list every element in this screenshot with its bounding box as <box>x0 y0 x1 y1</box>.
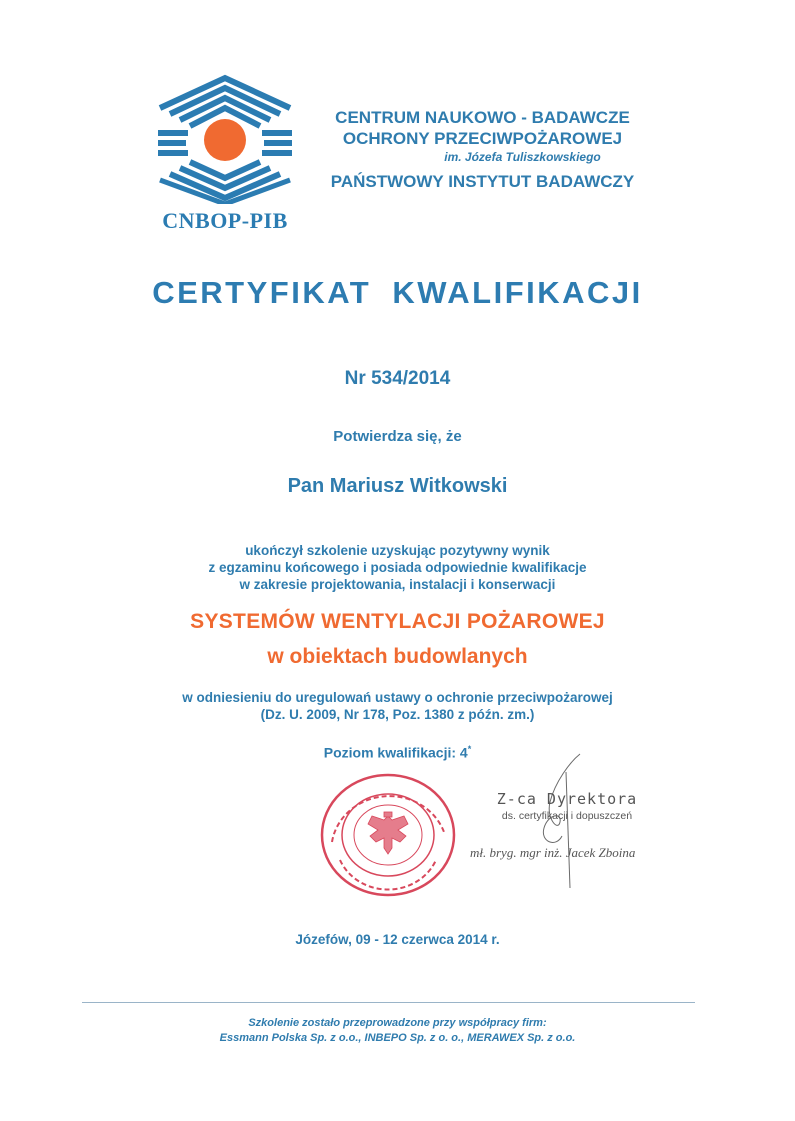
statement-line: z egzaminu końcowego i posiada odpowiednie kwalifikacje <box>208 560 587 575</box>
institution-patron: im. Józefa Tuliszkowskiego <box>444 150 601 164</box>
institution-line1: CENTRUM NAUKOWO - BADAWCZE <box>335 108 630 127</box>
signature-block <box>462 790 672 860</box>
law-line: (Dz. U. 2009, Nr 178, Poz. 1380 z późn. zm.) <box>260 707 535 722</box>
signatory-department: ds. certyfikacji i dopuszczeń <box>501 810 633 822</box>
cnbop-logo <box>150 74 300 236</box>
qualification-level-mark: * <box>467 744 472 754</box>
signatory-name: mł. bryg. mgr inż. Jacek Zboina <box>470 845 636 860</box>
signature-scribble-icon <box>500 752 600 892</box>
qualification-level <box>0 744 795 761</box>
footer-line2: Essmann Polska Sp. z o.o., INBEPO Sp. z o. o., MERAWEX Sp. z o.o. <box>219 1032 576 1044</box>
institution-status: PAŃSTWOWY INSTYTUT BADAWCZY <box>330 172 635 191</box>
law-line: w odniesieniu do uregulowań ustawy o ochronie przeciwpożarowej <box>182 690 613 705</box>
logo-text: CNBOP-PIB <box>162 208 288 233</box>
holder-name: Pan Mariusz Witkowski <box>287 475 508 497</box>
certificate-number: Nr 534/2014 <box>344 368 451 389</box>
institution-name <box>310 107 655 195</box>
official-stamp-icon <box>318 772 458 898</box>
law-reference <box>0 689 795 723</box>
statement-line: ukończył szkolenie uzyskując pozytywny wynik <box>245 543 550 558</box>
subject-line1: SYSTEMÓW WENTYLACJI POŻAROWEJ <box>190 610 605 633</box>
signatory-role: Z-ca Dyrektora <box>496 790 638 808</box>
certificate-title: CERTYFIKAT KWALIFIKACJI <box>152 275 643 310</box>
qualification-level-label: Poziom kwalifikacji: 4 <box>323 744 468 761</box>
statement-line: w zakresie projektowania, instalacji i konserwacji <box>239 577 556 592</box>
subject-line2: w obiektach budowlanych <box>267 645 528 668</box>
footer-line1: Szkolenie zostało przeprowadzone przy współpracy firm: <box>248 1017 547 1029</box>
footer-divider <box>82 1002 695 1003</box>
confirmation-text: Potwierdza się, że <box>333 428 462 445</box>
place-and-date: Józefów, 09 - 12 czerwca 2014 r. <box>295 932 500 947</box>
statement-text <box>0 542 795 593</box>
footer-note <box>0 1016 795 1046</box>
institution-line2: OCHRONY PRZECIWPOŻAROWEJ <box>342 129 623 148</box>
logo-emblem-icon <box>150 74 300 204</box>
